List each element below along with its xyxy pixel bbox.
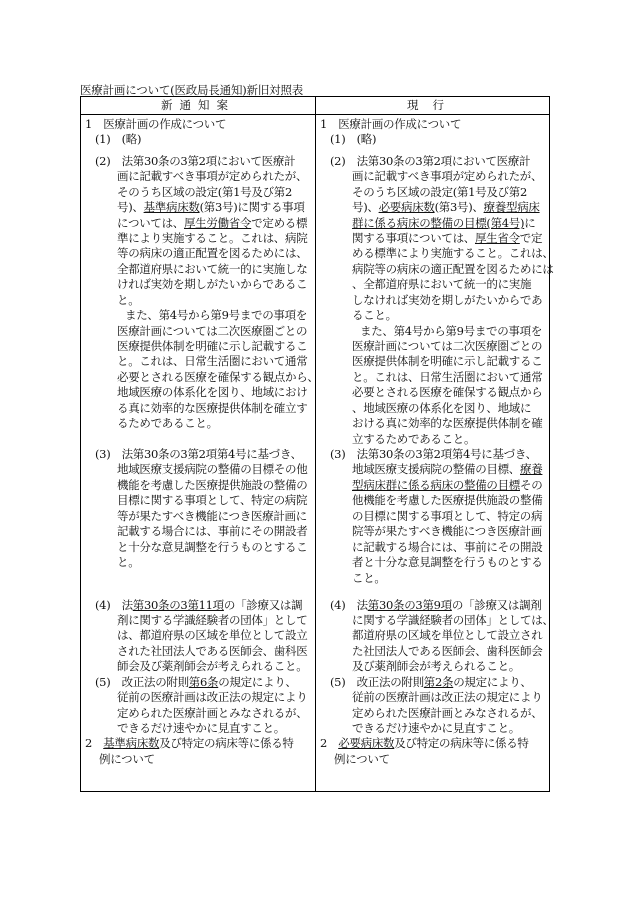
text-line: [330, 154, 530, 169]
text-line: [330, 675, 532, 690]
text-segment: その: [520, 478, 543, 492]
text-line: [117, 370, 319, 385]
text-segment: 地域医療支援病院の整備の目標、: [352, 462, 520, 476]
text-line: [99, 752, 155, 767]
text-segment: に: [524, 216, 536, 230]
text-line: [352, 540, 542, 555]
text-line: [117, 509, 307, 524]
text-segment: 定められた医療計画とみなされるが、: [117, 706, 308, 720]
text-segment: 1 医療計画の作成について: [85, 117, 227, 131]
text-segment: (3) 法第30条の3第2項第4号に基づき、: [95, 447, 302, 461]
text-segment: (第3号)に関する事項: [199, 200, 305, 214]
text-segment: (5) 改正法の附則: [95, 675, 189, 689]
text-segment: (2) 法第30条の3第2項において医療計: [330, 154, 531, 168]
text-line: [352, 432, 475, 447]
text-segment: 病院等の病床の適正配置を図るためには: [352, 262, 554, 276]
text-line: [117, 401, 307, 416]
text-line: [320, 117, 461, 132]
text-segment: た社団法人である医師会、歯科医師会: [352, 644, 543, 658]
text-segment: と十分な意見調整を行うものとするこ: [117, 540, 308, 554]
text-line: [352, 246, 554, 261]
text-segment: 院等が果たすべき機能につき医療計画: [352, 524, 542, 538]
text-line: [117, 293, 139, 308]
document-title: 医療計画について(医政局長通知)新旧対照表: [80, 83, 304, 97]
text-line: [117, 659, 307, 674]
text-segment: 及び特定の病床等に係る特: [159, 736, 294, 750]
text-line: [95, 675, 297, 690]
text-line: [117, 690, 307, 705]
text-line: [117, 231, 307, 246]
amended-text: 第6条: [188, 675, 219, 689]
amended-text: 基準病床数: [103, 736, 160, 750]
text-segment: 、全都道府県において統一的に実施: [352, 277, 532, 291]
text-line: [334, 752, 390, 767]
old-column-header: 現行: [407, 98, 458, 112]
text-segment: しなければ実効を期しがたいからであ: [352, 293, 543, 307]
text-segment: る真に効率的な医療提供体制を確立す: [117, 401, 308, 415]
text-segment: で定める標: [251, 216, 308, 230]
text-segment: 医療計画については二次医療圏ごとの: [117, 324, 308, 338]
text-line: [352, 721, 520, 736]
text-segment: 従前の医療計画は改正法の規定により: [352, 690, 543, 704]
text-segment: の「診療又は調剤: [451, 598, 542, 612]
text-segment: の規定により、: [218, 675, 297, 689]
text-line: [117, 324, 307, 339]
text-segment: の規定により、: [453, 675, 532, 689]
text-line: [352, 690, 542, 705]
text-segment: 準により実施すること。これは、病院: [117, 231, 308, 245]
text-segment: める標準により実施すること。これは、: [352, 246, 554, 260]
amended-text: 厚生労働省令: [183, 216, 252, 230]
text-segment: 画に記載すべき事項が定められたが、: [117, 169, 308, 183]
text-segment: そのうち区域の設定(第1号及び第2: [352, 185, 528, 199]
text-segment: 例について: [334, 752, 390, 766]
amended-text: 療養型病床: [483, 200, 540, 214]
text-line: [117, 246, 307, 261]
text-segment: 号)、: [117, 200, 144, 214]
amended-text: 型病床群に係る病床の整備の目標: [352, 478, 520, 492]
text-segment: 従前の医療計画は改正法の規定により: [117, 690, 308, 704]
column-divider: [315, 97, 316, 791]
text-line: [117, 462, 307, 477]
new-column-header: 新通知案: [161, 98, 235, 112]
amended-text: 第30条の3第11項: [132, 598, 224, 612]
text-line: [352, 262, 554, 277]
text-line: [352, 659, 520, 674]
text-line: [360, 324, 542, 339]
text-segment: こと。: [352, 571, 386, 585]
text-segment: の目標に関する事項として、特定の病: [352, 509, 543, 523]
text-line: [352, 339, 542, 354]
text-line: [117, 169, 307, 184]
text-line: [117, 524, 307, 539]
text-line: [117, 216, 307, 231]
text-line: [95, 447, 302, 462]
text-line: [95, 154, 295, 169]
text-line: [117, 628, 307, 643]
text-segment: (第3号)、: [434, 200, 484, 214]
text-line: [352, 277, 531, 292]
text-line: [352, 354, 542, 369]
text-line: [85, 117, 226, 132]
text-line: [330, 132, 376, 147]
text-segment: (3) 法第30条の3第2項第4号に基づき、: [330, 447, 537, 461]
text-line: [352, 644, 542, 659]
text-line: [352, 493, 542, 508]
text-segment: 例について: [99, 752, 155, 766]
text-segment: 機能を考慮した医療提供施設の整備の: [117, 478, 308, 492]
text-segment: 及び特定の病床等に係る特: [394, 736, 529, 750]
text-segment: 2: [320, 736, 339, 750]
text-line: [352, 613, 554, 628]
text-line: [352, 401, 531, 416]
text-line: [320, 736, 529, 751]
text-line: [117, 277, 307, 292]
text-segment: また、第4号から第9号までの事項を: [125, 308, 308, 322]
text-line: [117, 339, 307, 354]
text-line: [352, 478, 542, 493]
text-segment: 関する事項については、: [352, 231, 475, 245]
text-segment: と。: [117, 555, 140, 569]
text-segment: ければ実効を期しがたいからであるこ: [117, 277, 308, 291]
text-line: [352, 169, 542, 184]
text-segment: 目標に関する事項として、特定の病院: [117, 493, 308, 507]
text-segment: 必要とされる医療を確保する観点から: [352, 385, 543, 399]
amended-text: 療養: [520, 462, 543, 476]
text-line: [352, 571, 386, 586]
text-segment: (1) (略): [95, 132, 142, 146]
text-line: [117, 200, 305, 215]
comparison-table: [80, 96, 554, 792]
text-line: [117, 555, 139, 570]
text-line: [352, 416, 542, 431]
text-segment: で定: [519, 231, 543, 245]
text-line: [352, 628, 542, 643]
text-segment: 医療計画については二次医療圏ごとの: [352, 339, 543, 353]
text-line: [352, 308, 397, 323]
text-line: [352, 231, 542, 246]
text-segment: できるだけ速やかに見直すこと。: [117, 721, 285, 735]
amended-text: 基準病床数: [143, 200, 200, 214]
amended-text: 厚生省令: [474, 231, 520, 245]
text-segment: (4) 法: [95, 598, 133, 612]
text-segment: と。これは、日常生活圏において通常: [117, 354, 308, 368]
text-segment: (2) 法第30条の3第2項において医療計: [95, 154, 296, 168]
amended-text: 第2条: [423, 675, 454, 689]
text-segment: 及び薬剤師会が考えられること。: [352, 659, 520, 673]
text-line: [117, 613, 307, 628]
text-line: [117, 262, 307, 277]
text-line: [352, 385, 542, 400]
text-segment: 他機能を考慮した医療提供施設の整備: [352, 493, 543, 507]
text-line: [352, 200, 540, 215]
text-segment: 都道府県の区域を単位として設立され: [352, 628, 543, 642]
text-segment: 医療提供体制を明確に示し記載するこ: [117, 339, 308, 353]
text-segment: 記載する場合には、事前にその開設者: [117, 524, 308, 538]
text-line: [117, 493, 307, 508]
text-segment: については、: [117, 216, 184, 230]
amended-text: 第30条の3第9項: [367, 598, 452, 612]
text-segment: 定められた医療計画とみなされるが、: [352, 706, 543, 720]
text-segment: と。: [117, 293, 140, 307]
text-segment: 画に記載すべき事項が定められたが、: [352, 169, 543, 183]
text-segment: ること。: [352, 308, 397, 322]
text-line: [352, 524, 542, 539]
text-segment: 1 医療計画の作成について: [320, 117, 462, 131]
text-line: [117, 540, 307, 555]
text-line: [117, 478, 307, 493]
text-line: [330, 447, 537, 462]
text-line: [117, 185, 292, 200]
text-line: [352, 462, 542, 477]
text-line: [117, 706, 307, 721]
amended-text: 必要病床数: [338, 736, 395, 750]
text-segment: そのうち区域の設定(第1号及び第2: [117, 185, 293, 199]
text-line: [125, 308, 307, 323]
text-segment: 必要とされる医療を確保する観点から、: [117, 370, 319, 384]
amended-text: 必要病床数: [378, 200, 435, 214]
text-segment: 全都道府県において統一的に実施しな: [117, 262, 308, 276]
text-segment: るためであること。: [117, 416, 218, 430]
text-segment: 号)、: [352, 200, 379, 214]
text-line: [352, 293, 542, 308]
text-segment: 、地域医療の体系化を図り、地域に: [352, 401, 532, 415]
text-segment: は、都道府県の区域を単位として設立: [117, 628, 308, 642]
text-line: [330, 598, 541, 613]
text-segment: と。これは、日常生活圏において通常: [352, 370, 543, 384]
text-segment: 師会及び薬剤師会が考えられること。: [117, 659, 308, 673]
text-line: [117, 721, 285, 736]
text-segment: 者と十分な意見調整を行うものとする: [352, 555, 543, 569]
header-divider: [81, 114, 549, 115]
text-line: [352, 509, 542, 524]
amended-text: 群に係る病床の整備の目標(第4号): [352, 216, 525, 230]
text-line: [95, 598, 302, 613]
text-segment: に関する学識経験者の団体」としては、: [352, 613, 554, 627]
text-segment: 地域医療支援病院の整備の目標その他: [117, 462, 308, 476]
text-segment: に記載する場合には、事前にその開設: [352, 540, 543, 554]
text-segment: 2: [85, 736, 104, 750]
text-line: [352, 706, 542, 721]
text-segment: の「診療又は調: [223, 598, 303, 612]
text-line: [352, 370, 542, 385]
text-segment: (1) (略): [330, 132, 377, 146]
text-segment: また、第4号から第9号までの事項を: [360, 324, 543, 338]
text-segment: できるだけ速やかに見直すこと。: [352, 721, 520, 735]
text-segment: (4) 法: [330, 598, 368, 612]
text-segment: された社団法人である医師会、歯科医: [117, 644, 308, 658]
text-line: [352, 185, 527, 200]
text-line: [117, 354, 307, 369]
text-line: [117, 385, 307, 400]
text-segment: 地域医療の体系化を図り、地域におけ: [117, 385, 308, 399]
text-segment: 医療提供体制を明確に示し記載するこ: [352, 354, 543, 368]
text-line: [117, 644, 307, 659]
text-segment: 等の病床の適正配置を図るためには、: [117, 246, 308, 260]
text-segment: 剤に関する学識経験者の団体」として: [117, 613, 308, 627]
text-segment: 等が果たすべき機能につき医療計画に: [117, 509, 307, 523]
text-line: [352, 555, 542, 570]
text-line: [352, 216, 535, 231]
text-segment: 立するためであること。: [352, 432, 476, 446]
text-line: [85, 736, 294, 751]
text-line: [117, 416, 218, 431]
text-segment: (5) 改正法の附則: [330, 675, 424, 689]
text-segment: おける真に効率的な医療提供体制を確: [352, 416, 543, 430]
text-line: [95, 132, 141, 147]
